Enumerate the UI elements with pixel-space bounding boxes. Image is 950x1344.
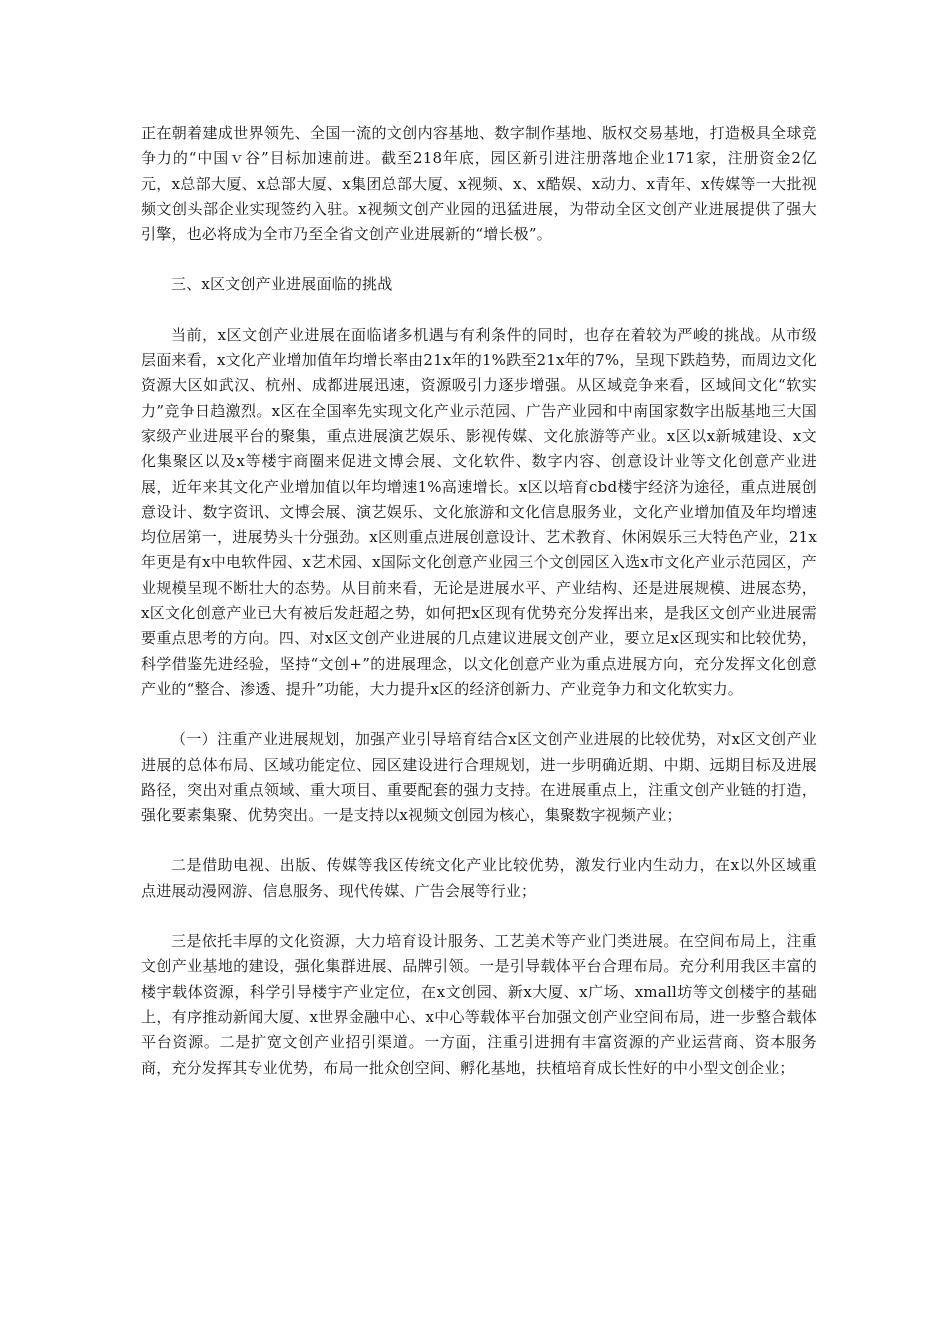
document-body (141, 121, 817, 1081)
paragraph-planning: （一）注重产业进展规划，加强产业引导培育结合x区文创产业进展的比较优势，对x区文创产业进展的总体布局、区域功能定位、园区建设进行合理规划，进一步明确近期、中期、远期目标及进展路径，突出对重点领域、重大项目、重要配套的强力支持。在进展重点上，注重文创产业链的打造，强化要素集聚、优势突出。一是支持以x视频文创园为核心，集聚数字视频产业； (141, 730, 817, 825)
paragraph-third-point: 三是依托丰厚的文化资源，大力培育设计服务、工艺美术等产业门类进展。在空间布局上，注重文创产业基地的建设，强化集群进展、品牌引领。一是引导载体平台合理布局。充分利用我区丰富的楼宇载体资源，科学引导楼宇产业定位，在x文创园、新x大厦、x广场、xmall坊等文创楼宇的基础上，有序推动新闻大厦、x世界金融中心、x中心等载体平台加强文创产业空间布局，进一步整合载体平台资源。二是扩宽文创产业招引渠道。一方面，注重引进拥有丰富资源的产业运营商、资本服务商，充分发挥其专业优势，布局一批众创空间、孵化基地，扶植培育成长性好的中小型文创企业； (141, 932, 817, 1077)
paragraph-intro: 正在朝着建成世界领先、全国一流的文创内容基地、数字制作基地、版权交易基地，打造极具全球竞争力的“中国ｖ谷”目标加速前进。截至218年底，园区新引进注册落地企业171家，注册资金2亿元，x总部大厦、x总部大厦、x集团总部大厦、x视频、x、x酷娱、x动力、x青年、x传媒等一大批视频文创头部企业实现签约入驻。x视频文创产业园的迅猛进展，为带动全区文创产业进展提供了强大引擎，也必将成为全市乃至全省文创产业进展新的“增长极”。 (141, 124, 817, 244)
paragraph-second-point: 二是借助电视、出版、传媒等我区传统文化产业比较优势，激发行业内生动力，在x以外区域重点进展动漫网游、信息服务、现代传媒、广告会展等行业； (141, 856, 817, 900)
section-heading-3: 三、x区文创产业进展面临的挑战 (171, 275, 393, 294)
paragraph-challenges: 当前，x区文创产业进展在面临诸多机遇与有利条件的同时，也存在着较为严峻的挑战。从市级层面来看，x文化产业增加值年均增长率由21x年的1%跌至21x年的7%，呈现下跌趋势，而周边文化资源大区如武汉、杭州、成都进展迅速，资源吸引力逐步增强。从区域竞争来看，区域间文化“软实力”竞争日趋激烈。x区在全国率先实现文化产业示范园、广告产业园和中南国家数字出版基地三大国家级产业进展平台的聚集，重点进展演艺娱乐、影视传媒、文化旅游等产业。x区以x新城建设、x文化集聚区以及x等楼宇商圈来促进文博会展、文化软件、数字内容、创意设计业等文化创意产业进展，近年来其文化产业增加值以年均增速1%高速增长。x区以培育cbd楼宇经济为途径，重点进展创意设计、数字资讯、文博会展、演艺娱乐、文化旅游和文化信息服务业，文化产业增加值及年均增速均位居第一，进展势头十分强劲。x区则重点进展创意设计、艺术教育、休闲娱乐三大特色产业，21x年更是有x中电软件园、x艺术园、x国际文化创意产业园三个文创园区入选x市文化产业示范园区，产业规模呈现不断壮大的态势。从目前来看，无论是进展水平、产业结构、还是进展规模、进展态势，x区文化创意产业已大有被后发赶超之势，如何把x区现有优势充分发挥出来，是我区文创产业进展需要重点思考的方向。四、对x区文创产业进展的几点建议进展文创产业，要立足x区现实和比较优势，科学借鉴先进经验，坚持“文创+”的进展理念，以文化创意产业为重点进展方向，充分发挥文化创意产业的“整合、渗透、提升”功能，大力提升x区的经济创新力、产业竞争力和文化软实力。 (141, 325, 817, 698)
